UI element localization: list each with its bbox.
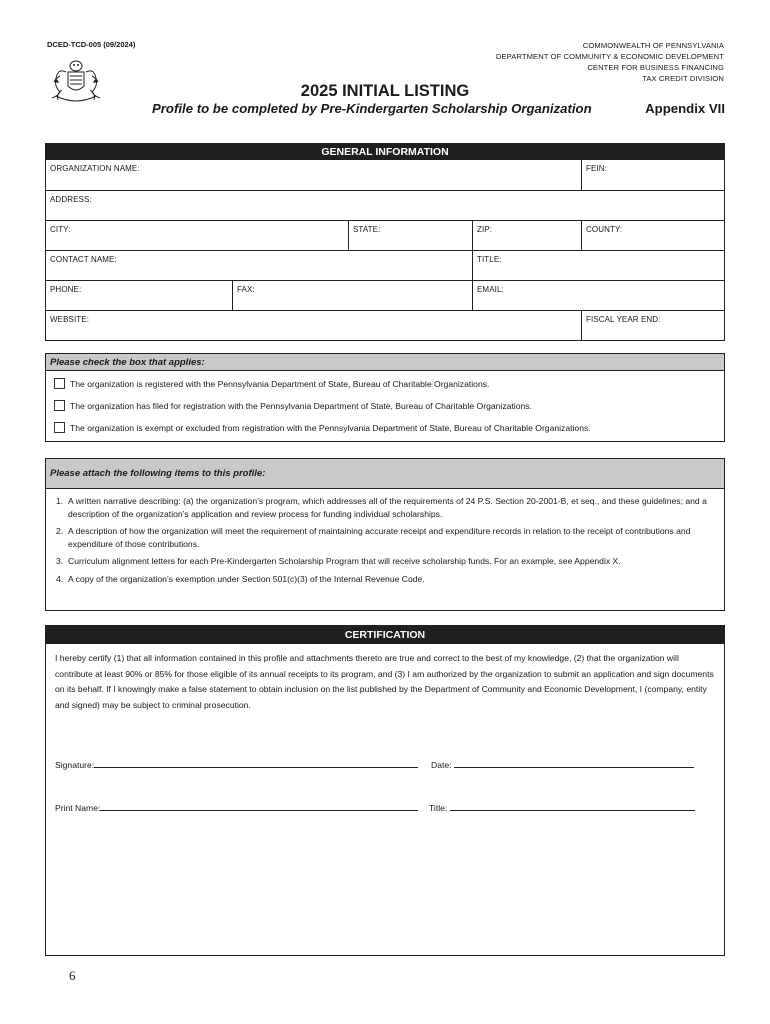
item-number: 1. [56, 496, 64, 506]
option-label: The organization has filed for registration with the Pennsylvania Department of State, Bureau of Charitable Organizations. [70, 401, 532, 411]
registration-option-filed[interactable] [54, 400, 532, 411]
date-input[interactable] [454, 758, 694, 768]
city-field[interactable] [46, 221, 348, 251]
item-text: A copy of the organization’s exemption under Section 501(c)(3) of the Internal Revenue Code. [68, 573, 425, 584]
cert-title-label: Title: [429, 803, 448, 813]
fein-label: FEIN: [586, 164, 607, 173]
document-title: 2025 INITIAL LISTING [300, 82, 470, 100]
registration-option-registered[interactable] [54, 378, 489, 389]
item-number: 4. [56, 573, 64, 584]
general-information-section [45, 143, 725, 341]
fiscal-year-end-field[interactable] [581, 311, 724, 341]
document-subtitle: Profile to be completed by Pre-Kindergarten Scholarship Organization [152, 101, 592, 116]
option-label: The organization is registered with the Pennsylvania Department of State, Bureau of Charitable Organizations. [70, 379, 490, 389]
email-field[interactable] [472, 281, 724, 311]
contact-row [46, 250, 724, 281]
attachments-heading: Please attach the following items to this profile: [46, 459, 724, 489]
list-item [56, 555, 716, 568]
title-field[interactable] [472, 251, 724, 281]
org-name-field[interactable] [46, 160, 581, 190]
registration-status-section [45, 353, 725, 442]
attachments-section [45, 458, 725, 611]
attachments-list [56, 495, 716, 590]
contact-name-field[interactable] [46, 251, 472, 281]
item-text: Curriculum alignment letters for each Pre-Kindergarten Scholarship Program that will receive scholarship funds. For an example, see Appendix X. [68, 556, 621, 566]
state-label: STATE: [353, 225, 381, 234]
certification-heading: CERTIFICATION [46, 626, 724, 644]
zip-field[interactable] [472, 221, 581, 251]
fein-field[interactable] [581, 160, 724, 190]
print-name-line[interactable] [55, 801, 418, 813]
phone-field[interactable] [46, 281, 232, 311]
checkbox[interactable] [54, 378, 65, 389]
list-item [56, 525, 716, 550]
item-number: 3. [56, 556, 64, 566]
address-row [46, 190, 724, 221]
form-id: DCED-TCD-005 (09/2024) [47, 40, 136, 49]
website-label: WEBSITE: [50, 315, 90, 324]
date-label: Date: [431, 760, 452, 770]
print-name-label: Print Name: [55, 803, 101, 813]
city-row [46, 220, 724, 251]
cert-title-line[interactable] [429, 801, 695, 813]
print-name-input[interactable] [100, 801, 418, 811]
agency-line: CENTER FOR BUSINESS FINANCING [587, 63, 724, 72]
county-label: COUNTY: [586, 225, 623, 234]
contact-name-label: CONTACT NAME: [50, 255, 117, 264]
agency-block [496, 40, 724, 84]
website-field[interactable] [46, 311, 581, 341]
certification-section [45, 625, 725, 956]
agency-line: TAX CREDIT DIVISION [642, 74, 724, 83]
appendix-label: Appendix VII [645, 101, 725, 116]
county-field[interactable] [581, 221, 724, 251]
list-item [56, 573, 716, 586]
phone-label: PHONE: [50, 285, 82, 294]
fiscal-year-end-label: FISCAL YEAR END: [586, 315, 661, 324]
date-line[interactable] [431, 758, 694, 770]
page-number: 6 [69, 968, 76, 983]
phone-row [46, 280, 724, 311]
registration-status-heading: Please check the box that applies: [46, 354, 724, 371]
list-item [56, 495, 716, 520]
org-row [46, 160, 724, 190]
item-number: 2. [56, 526, 64, 536]
checkbox[interactable] [54, 422, 65, 433]
registration-option-exempt[interactable] [54, 422, 591, 433]
item-text: A written narrative describing: (a) the organization’s program, which addresses all of the requirements of 24 P.S. Section 20-2001-B, et seq., and these guidelines; and a description of the organization’s application and review process for funding individual scholarships. [68, 496, 707, 519]
option-label: The organization is exempt or excluded from registration with the Pennsylvania Department of State, Bureau of Charitable Organizations. [70, 423, 591, 433]
address-field[interactable] [46, 191, 724, 221]
agency-line: COMMONWEALTH OF PENNSYLVANIA [582, 41, 724, 50]
signature-label: Signature: [55, 760, 95, 770]
org-name-label: ORGANIZATION NAME: [50, 164, 140, 173]
agency-line: DEPARTMENT OF COMMUNITY & ECONOMIC DEVELOPMENT [495, 52, 724, 61]
address-label: ADDRESS: [50, 195, 92, 204]
website-row [46, 310, 724, 341]
title-label: TITLE: [477, 255, 502, 264]
fax-label: FAX: [237, 285, 255, 294]
item-text: A description of how the organization will meet the requirement of maintaining accurate receipt and expenditure records in relation to the receipt of contributions and expenditure of those contributions. [68, 526, 691, 549]
city-label: CITY: [50, 225, 71, 234]
checkbox[interactable] [54, 400, 65, 411]
cert-title-input[interactable] [450, 801, 695, 811]
general-information-heading: GENERAL INFORMATION [46, 144, 724, 160]
signature-line[interactable] [55, 758, 418, 770]
signature-input[interactable] [94, 758, 418, 768]
email-label: EMAIL: [477, 285, 504, 294]
state-field[interactable] [348, 221, 472, 251]
fax-field[interactable] [232, 281, 472, 311]
certification-text: I hereby certify (1) that all information contained in this profile and attachments thereto are true and correct to the best of my knowledge, (2) that the organization will contribute at least 90% or 85% for those eligible of its annual receipts to its program, and (3) I am authorized by the organization to submit an application and sign documents on its behalf. If I knowingly make a false statement to obtain inclusion on the list published by the Department of Community and Economic Development, I (company, entity and signed) may be subject to criminal prosecution. [55, 653, 714, 710]
zip-label: ZIP: [477, 225, 493, 234]
